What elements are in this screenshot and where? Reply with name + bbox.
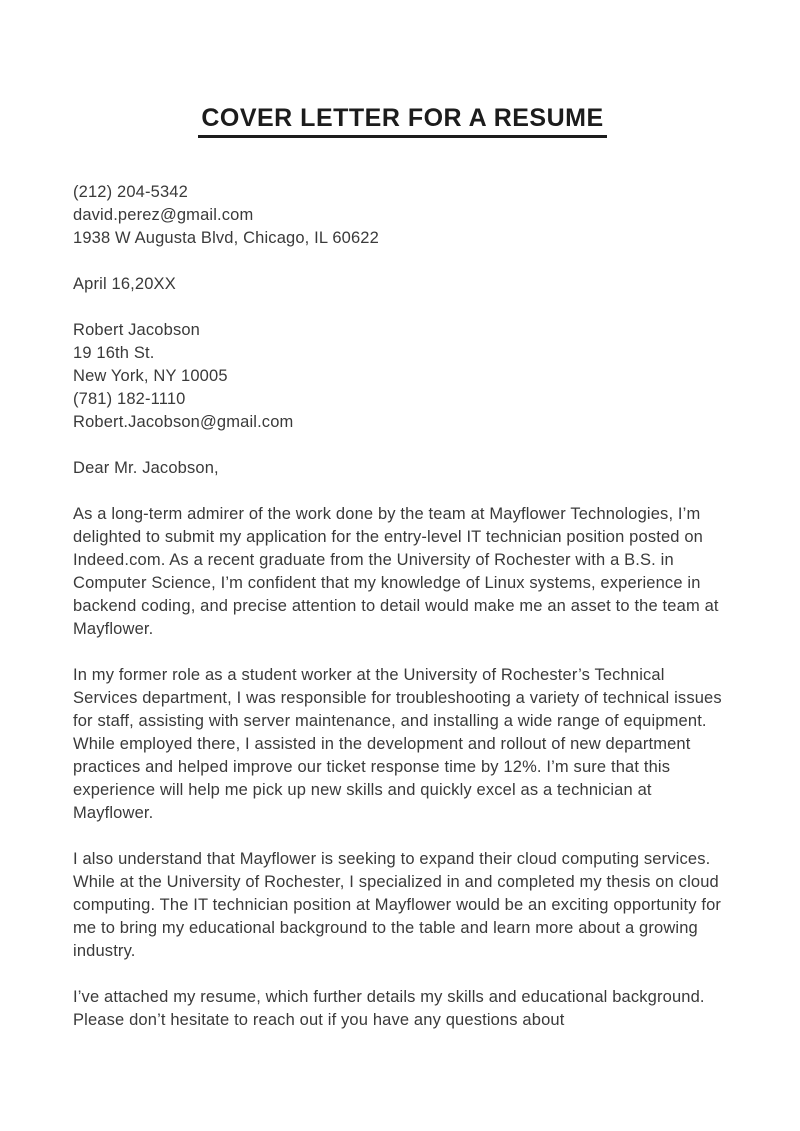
- recipient-phone: (781) 182-1110: [73, 389, 186, 408]
- recipient-street: 19 16th St.: [73, 343, 155, 362]
- sender-contact-block: [73, 181, 732, 250]
- body-paragraph-4: I’ve attached my resume, which further details my skills and educational background. Please don’t hesitate to reach out if you have any questions about: [73, 987, 705, 1029]
- sender-address: 1938 W Augusta Blvd, Chicago, IL 60622: [73, 228, 379, 247]
- document-title: [73, 97, 732, 138]
- body-paragraph-3: I also understand that Mayflower is seeking to expand their cloud computing services. While at the University of Rochester, I specialized in and completed my thesis on cloud computing. The IT technician position at Mayflower would be an exciting opportunity for me to bring my educational background to the table and learn more about a growing industry.: [73, 849, 722, 960]
- sender-email: david.perez@gmail.com: [73, 205, 254, 224]
- letter-date: April 16,20XX: [73, 274, 176, 293]
- salutation-block: [73, 457, 732, 480]
- date-block: [73, 273, 732, 296]
- body-paragraph-2: In my former role as a student worker at the University of Rochester’s Technical Services department, I was responsible for troubleshooting a variety of technical issues for staff, assisting with server maintenance, and installing a wide range of equipment. While employed there, I assisted in the development and rollout of new department practices and helped improve our ticket response time by 12%. I’m sure that this experience will help me pick up new skills and quickly excel as a technician at Mayflower.: [73, 665, 722, 822]
- salutation: Dear Mr. Jacobson,: [73, 458, 219, 477]
- recipient-email: Robert.Jacobson@gmail.com: [73, 412, 294, 431]
- recipient-city: New York, NY 10005: [73, 366, 228, 385]
- document-title-text: COVER LETTER FOR A RESUME: [198, 105, 606, 138]
- sender-phone: (212) 204-5342: [73, 182, 188, 201]
- body-paragraph-1: As a long-term admirer of the work done by the team at Mayflower Technologies, I’m delighted to submit my application for the entry-level IT technician position posted on Indeed.com. As a recent graduate from the University of Rochester with a B.S. in Computer Science, I’m confident that my knowledge of Linux systems, experience in backend coding, and precise attention to detail would make me an asset to the team at Mayflower.: [73, 504, 719, 638]
- recipient-name: Robert Jacobson: [73, 320, 200, 339]
- recipient-block: [73, 319, 732, 434]
